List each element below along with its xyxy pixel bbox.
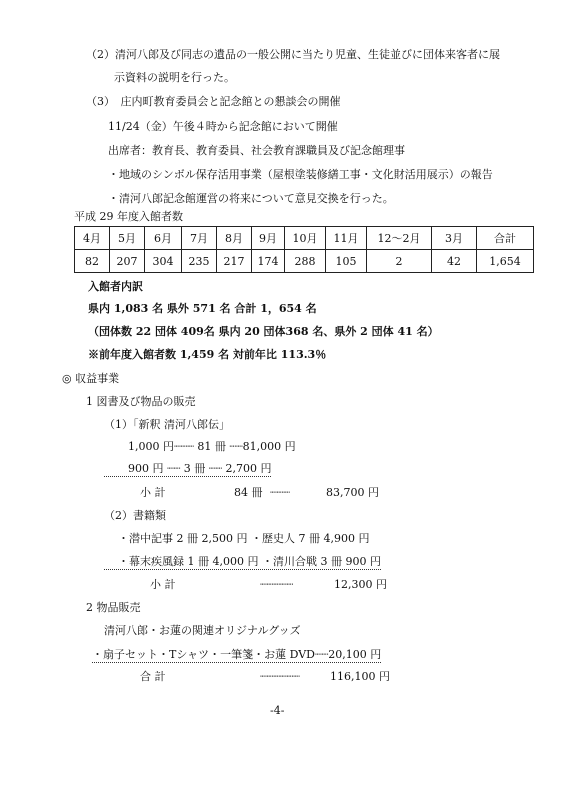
header-cell: 11月 (326, 227, 367, 250)
value-cell: 82 (75, 250, 110, 273)
value-cell: 207 (110, 250, 145, 273)
value-cell: 288 (285, 250, 326, 273)
value-cell: 42 (432, 250, 477, 273)
grand-total-label: 合 計 (140, 670, 166, 683)
value-cell: 304 (145, 250, 182, 273)
header-cell: 12～2月 (367, 227, 432, 250)
attendance-header-row (75, 227, 534, 250)
breakdown-line-2: （団体数 22 団体 409名 県内 20 団体368 名、県外 2 団体 41 名） (88, 325, 439, 338)
books-row-1: ・潜中記事 2 冊 2,500 円 ・歴史人 7 冊 4,900 円 (118, 532, 370, 545)
breakdown-title: 入館者内訳 (88, 280, 143, 293)
value-cell: 105 (326, 250, 367, 273)
value-cell: 217 (217, 250, 252, 273)
header-cell: 3月 (432, 227, 477, 250)
breakdown-line-1: 県内 1,083 名 県外 571 名 合計 1，654 名 (88, 302, 317, 315)
page-number: -4- (270, 704, 285, 717)
header-cell: 9月 (252, 227, 285, 250)
value-cell: 2 (367, 250, 432, 273)
goods-description: 清河八郎・お蓮の関連オリジナルグッズ (104, 624, 301, 637)
book-row-1: 1,000 円┈┈┈ 81 冊 ┈┈81,000 円 (128, 440, 296, 453)
revenue-sub-1: 1 図書及び物品の販売 (86, 395, 196, 408)
books-subtotal-dots: ┈┈┈┈┈ (260, 578, 294, 591)
item3-title: （3） 庄内町教育委員会と記念館との懇談会の開催 (86, 95, 341, 108)
book-subtotal-label: 小 計 (140, 486, 166, 499)
header-cell: 7月 (182, 227, 217, 250)
value-cell: 174 (252, 250, 285, 273)
grand-total-value: 116,100 円 (330, 670, 390, 683)
item2-line: （2）清河八郎及び同志の遺品の一般公開に当たり児童、生徒並びに団体来客者に展 (86, 48, 500, 61)
revenue-sub-2: 2 物品販売 (86, 601, 141, 614)
goods-row: ・扇子セット・Tシャツ・一筆箋・お蓮 DVD┈┈20,100 円 (92, 648, 382, 661)
header-cell: 8月 (217, 227, 252, 250)
item3-bullet-2: ・清河八郎記念館運営の将来について意見交換を行った。 (108, 192, 394, 205)
revenue-heading: ◎ 収益事業 (62, 372, 120, 385)
attendance-table (74, 226, 534, 273)
header-cell: 合計 (477, 227, 534, 250)
book-subtotal-qty: 84 冊 (234, 486, 263, 499)
grand-total-dots: ┈┈┈┈┈┈ (260, 670, 300, 683)
item3-bullet-1: ・地域のシンボル保存活用事業（屋根塗装修繕工事・文化財活用展示）の報告 (108, 168, 493, 181)
books-subtotal-total: 12,300 円 (334, 578, 387, 591)
value-cell: 1,654 (477, 250, 534, 273)
books-subtotal-label: 小 計 (150, 578, 176, 591)
header-cell: 6月 (145, 227, 182, 250)
book-row-2: 900 円 ┈┈ 3 冊 ┈┈ 2,700 円 (104, 462, 271, 477)
book-subtotal-total: 83,700 円 (326, 486, 379, 499)
item3-attendees: 出席者：教育長、教育委員、社会教育課職員及び記念館理事 (108, 144, 405, 157)
value-cell: 235 (182, 250, 217, 273)
breakdown-line-3: ※前年度入館者数 1,459 名 対前年比 113.3％ (88, 348, 327, 361)
header-cell: 4月 (75, 227, 110, 250)
book-title: （1）「新釈 清河八郎伝」 (104, 418, 230, 431)
item3-date: 11/24（金）午後４時から記念館において開催 (108, 120, 338, 133)
books-heading: （2）書籍類 (104, 509, 166, 522)
header-cell: 10月 (285, 227, 326, 250)
attendance-value-row (75, 250, 534, 273)
header-cell: 5月 (110, 227, 145, 250)
attendance-title: 平成 29 年度入館者数 (74, 210, 183, 223)
item2-continuation: 示資料の説明を行った。 (114, 71, 235, 84)
book-subtotal-dots: ┈┈┈ (270, 486, 290, 499)
books-row-2: ・幕末疾風録 1 冊 4,000 円 ・清川合戦 3 冊 900 円 (104, 555, 381, 570)
